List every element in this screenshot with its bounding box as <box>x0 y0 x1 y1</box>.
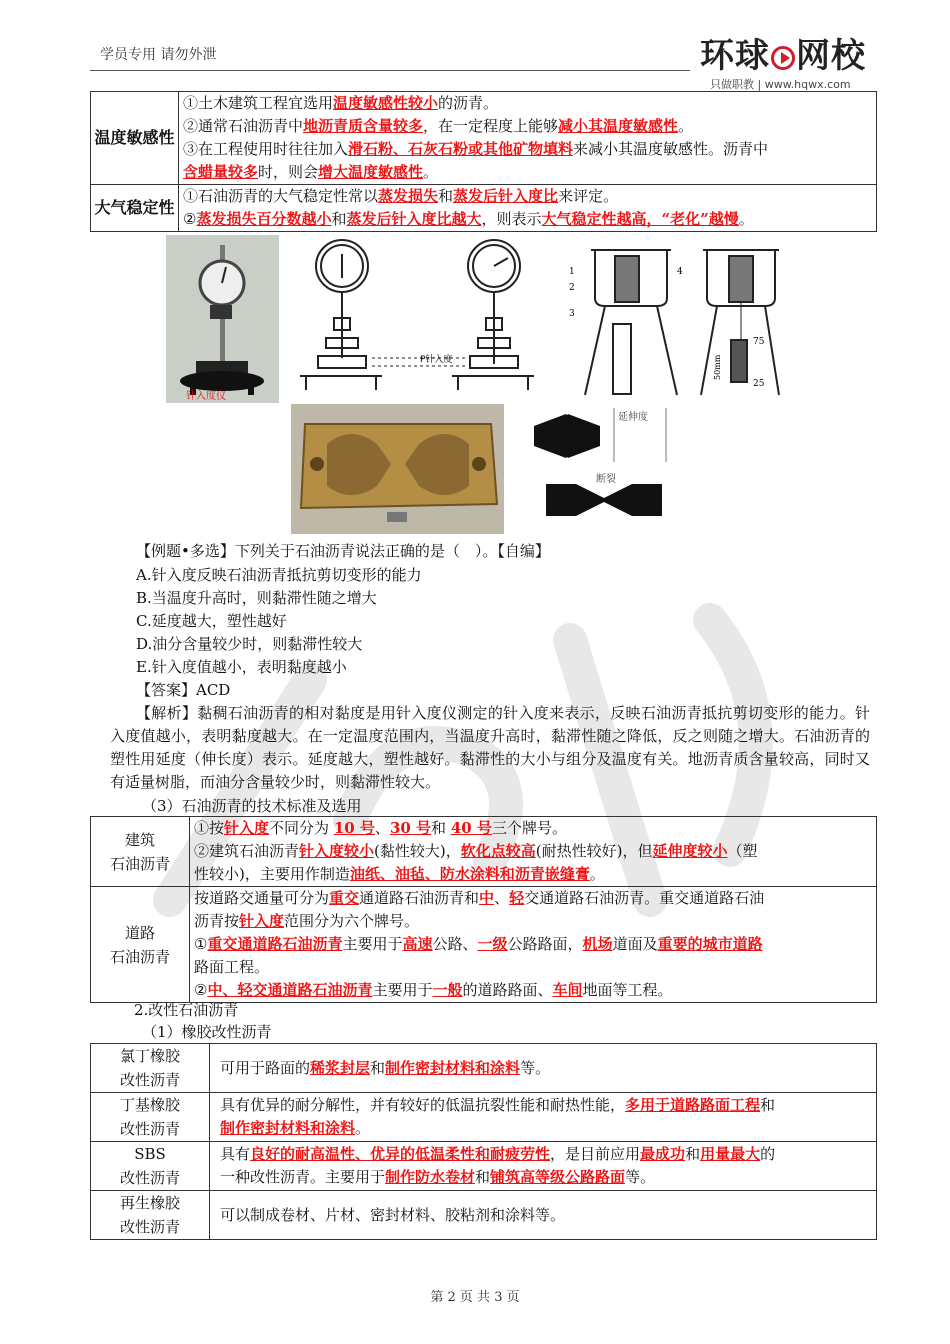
key-term: 轻 <box>509 889 525 907</box>
cell-line <box>194 933 872 956</box>
key-term: 制作密封材料和涂料 <box>220 1119 356 1137</box>
softening-apparatus-diagram <box>565 240 785 398</box>
cell-line <box>194 817 872 840</box>
text-segment: (黏性较大)， <box>374 842 461 860</box>
cell-line <box>183 161 872 184</box>
text-segment: 可以制成卷材、片材、密封材料、胶粘剂和涂料等。 <box>220 1205 566 1224</box>
key-term: 铺筑高等级公路路面 <box>490 1168 626 1186</box>
svg-text:1: 1 <box>569 267 575 277</box>
cell-line <box>220 1166 872 1189</box>
brand-logo <box>700 38 880 96</box>
row-label: 道路 石油沥青 <box>91 887 190 1003</box>
key-term: 30 号 <box>389 819 432 837</box>
key-term: 延伸度较小 <box>652 842 728 860</box>
p-label: P针入度 <box>420 355 453 365</box>
penetration-diagram <box>292 238 550 396</box>
text-segment: 和 <box>431 819 451 837</box>
option-d: D.油分含量较少时，则黏滞性较大 <box>136 635 363 653</box>
row-content <box>179 185 877 232</box>
key-term: 大气稳定性越高，“老化”越慢 <box>541 210 739 228</box>
standards-table <box>90 816 877 1003</box>
key-term: 用量最大 <box>700 1145 761 1163</box>
key-term: 制作防水卷材 <box>385 1168 476 1186</box>
text-segment: ② <box>194 981 208 999</box>
header-divider <box>90 70 690 71</box>
row-label: 氯丁橡胶 改性沥青 <box>91 1044 210 1093</box>
key-term: 软化点较高 <box>460 842 536 860</box>
key-term: 良好的耐高温性、优异的低温柔性和耐疲劳性 <box>250 1145 551 1163</box>
text-segment: 范围分为六个牌号。 <box>284 912 420 930</box>
svg-text:25: 25 <box>753 379 765 389</box>
key-term: 蒸发损失百分数越小 <box>196 210 332 228</box>
text-segment: 通道路石油沥青和 <box>359 889 480 907</box>
key-term: 蒸发后针入度比越大 <box>346 210 482 228</box>
key-term: 40 号 <box>450 819 492 837</box>
text-segment: 和 <box>475 1168 491 1186</box>
text-segment: 具有 <box>220 1145 251 1163</box>
option-c: C.延度越大，塑性越好 <box>136 612 287 630</box>
row-content <box>210 1044 877 1093</box>
text-segment: 按道路交通量可分为 <box>194 889 330 907</box>
text-segment: ①石油沥青的大气稳定性常以 <box>183 187 379 205</box>
text-segment: 沥青按 <box>194 912 240 930</box>
row-content <box>210 1142 877 1191</box>
section-subheading: （1）橡胶改性沥青 <box>142 1023 272 1041</box>
row-content <box>179 92 877 185</box>
text-segment: 三个牌号。 <box>491 819 567 837</box>
row-label: 再生橡胶 改性沥青 <box>91 1191 210 1240</box>
page-footer: 第 2 页 共 3 页 <box>430 1290 520 1305</box>
row-content <box>210 1093 877 1142</box>
key-term: 重交 <box>329 889 360 907</box>
key-term: 温度敏感性较小 <box>333 94 439 112</box>
text-segment: ① <box>194 935 208 953</box>
analysis: 【解析】黏稠石油沥青的相对黏度是用针入度仪测定的针入度来表示，反映石油沥青抵抗剪切变形的能力。针入度值越小，表明黏度越大。在一定温度范围内，当温度升高时，黏滞性随之降低，反之则随之增大。石油沥青的塑性用延度（伸长度）表示。延度越大，塑性越好。黏滞性的大小与组分及温度有关。地沥青质含量较高，同时又有适量树脂，而油分含量较少时，则黏滞性较大。 <box>110 704 870 791</box>
logo-tagline: 只做职教 | www.hqwx.com <box>710 78 851 91</box>
cell-line <box>183 92 872 115</box>
text-segment: 和 <box>331 210 347 228</box>
text-segment: 主要用于 <box>342 935 403 953</box>
text-segment: 和 <box>370 1058 386 1077</box>
row-label: 丁基橡胶 改性沥青 <box>91 1093 210 1142</box>
cell-line <box>183 208 872 231</box>
row-label: 大气稳定性 <box>91 185 179 232</box>
answer: 【答案】ACD <box>136 681 231 699</box>
cell-line <box>220 1204 872 1227</box>
key-term: 10 号 <box>333 819 375 837</box>
cell-line <box>183 185 872 208</box>
text-segment: 路面工程。 <box>194 958 270 976</box>
rubber-modified-table <box>90 1043 877 1240</box>
table-row <box>91 1093 877 1142</box>
text-segment: 、 <box>374 819 390 837</box>
key-term: 制作密封材料和涂料 <box>385 1058 521 1077</box>
text-segment: 和 <box>760 1096 776 1114</box>
header-notice: 学员专用 请勿外泄 <box>100 47 217 63</box>
text-segment: （塑 <box>727 842 758 860</box>
svg-text:3: 3 <box>569 309 575 319</box>
key-term: 含蜡量较多 <box>183 163 259 181</box>
text-segment: ①土木建筑工程宜选用 <box>183 94 334 112</box>
option-a: A.针入度反映石油沥青抵抗剪切变形的能力 <box>136 566 422 584</box>
play-icon <box>771 46 795 70</box>
row-label: SBS 改性沥青 <box>91 1142 210 1191</box>
table-row <box>91 1044 877 1093</box>
text-segment: ②建筑石油沥青 <box>194 842 300 860</box>
text-segment: 具有优异的耐分解性，并有较好的低温抗裂性能和耐热性能， <box>220 1096 626 1114</box>
text-segment: ②通常石油沥青中 <box>183 117 304 135</box>
cell-line <box>194 956 872 979</box>
text-segment: ，是目前应用 <box>550 1145 641 1163</box>
section-heading: （3）石油沥青的技术标准及选用 <box>142 797 362 815</box>
logo-text-a: 环球 <box>700 36 770 76</box>
cell-line <box>194 863 872 886</box>
row-content <box>190 817 877 887</box>
table-row <box>91 92 877 185</box>
text-segment: ，在一定程度上能够 <box>423 117 559 135</box>
cell-line <box>194 840 872 863</box>
key-term: 多用于道路路面工程 <box>625 1096 761 1114</box>
cell-line <box>194 979 872 1002</box>
text-segment: 一种改性沥青。主要用于 <box>220 1168 386 1186</box>
text-segment: 的 <box>760 1145 776 1163</box>
option-e: E.针入度值越小，表明黏度越小 <box>136 658 347 676</box>
svg-text:4: 4 <box>677 267 683 277</box>
text-segment: 的沥青。 <box>438 94 499 112</box>
key-term: 重交通道路石油沥青 <box>207 935 343 953</box>
key-term: 针入度 <box>224 819 270 837</box>
key-term: 稀浆封层 <box>310 1058 371 1077</box>
key-term: 一级 <box>477 935 508 953</box>
key-term: 针入度 <box>239 912 285 930</box>
photo-caption: 针入度仪 <box>186 391 226 402</box>
row-content <box>190 887 877 1003</box>
text-segment: ，则表示 <box>481 210 542 228</box>
section-heading: 2.改性石油沥青 <box>134 1001 239 1019</box>
text-segment: 道面及 <box>612 935 658 953</box>
text-segment: 和 <box>438 187 454 205</box>
text-segment: 公路路面， <box>507 935 583 953</box>
text-segment: (耐热性较好)，但 <box>535 842 653 860</box>
row-label: 建筑 石油沥青 <box>91 817 190 887</box>
key-term: 中、轻交通道路石油沥青 <box>207 981 373 999</box>
ductility-specimen-diagram <box>526 402 686 530</box>
cell-line <box>194 910 872 933</box>
key-term: 机场 <box>582 935 613 953</box>
text-segment: 交通道路石油沥青。重交通道路石油 <box>524 889 765 907</box>
text-segment: 的道路路面、 <box>462 981 553 999</box>
key-term: 减小其温度敏感性 <box>558 117 679 135</box>
svg-text:50mm: 50mm <box>713 354 722 380</box>
text-segment: 主要用于 <box>372 981 433 999</box>
key-term: 高速 <box>402 935 433 953</box>
key-term: 重要的城市道路 <box>657 935 763 953</box>
key-term: 滑石粉、石灰石粉或其他矿物填料 <box>348 140 574 158</box>
text-segment: 来减小其温度敏感性。沥青中 <box>573 140 769 158</box>
text-segment: 。 <box>678 117 694 135</box>
text-segment: 不同分为 <box>269 819 334 837</box>
key-term: 油纸、油毡、防水涂料和沥青嵌缝膏 <box>349 865 590 883</box>
text-segment: ② <box>183 210 197 228</box>
text-segment: 性较小)，主要用作制造 <box>194 865 350 883</box>
cell-line <box>220 1057 872 1080</box>
text-segment: 。 <box>355 1119 371 1137</box>
text-segment: 等。 <box>520 1058 551 1077</box>
logo-text-b: 网校 <box>796 36 866 76</box>
key-term: 蒸发损失 <box>378 187 439 205</box>
svg-text:75: 75 <box>753 337 765 347</box>
text-segment: ①按 <box>194 819 225 837</box>
svg-text:2: 2 <box>569 283 575 293</box>
table-row <box>91 887 877 1003</box>
table-row <box>91 1142 877 1191</box>
asphalt-property-table <box>90 91 877 232</box>
key-term: 针入度较小 <box>299 842 375 860</box>
cell-line <box>220 1094 872 1117</box>
cell-line <box>220 1143 872 1166</box>
text-segment: 来评定。 <box>558 187 619 205</box>
text-segment: 地面等工程。 <box>582 981 673 999</box>
table-row <box>91 817 877 887</box>
row-content <box>210 1191 877 1240</box>
cell-line <box>183 138 872 161</box>
key-term: 车间 <box>552 981 583 999</box>
key-term: 地沥青质含量较多 <box>303 117 424 135</box>
option-b: B.当温度升高时，则黏滞性随之增大 <box>136 589 377 607</box>
ductility-mold-photo <box>291 404 504 534</box>
text-segment: ③在工程使用时往往加入 <box>183 140 349 158</box>
cell-line <box>194 887 872 910</box>
ext-label: 延伸度 <box>618 412 648 423</box>
key-term: 蒸发后针入度比 <box>453 187 559 205</box>
cell-line <box>183 115 872 138</box>
text-segment: 、 <box>494 889 510 907</box>
text-segment: 。 <box>589 865 605 883</box>
key-term: 一般 <box>432 981 463 999</box>
row-label: 温度敏感性 <box>91 92 179 185</box>
text-segment: 时，则会 <box>258 163 319 181</box>
text-segment: 。 <box>423 163 439 181</box>
key-term: 增大温度敏感性 <box>318 163 424 181</box>
table-row <box>91 185 877 232</box>
cell-line <box>220 1117 872 1140</box>
table-row <box>91 1191 877 1240</box>
key-term: 中 <box>479 889 495 907</box>
text-segment: 等。 <box>625 1168 656 1186</box>
penetrometer-photo <box>166 235 279 403</box>
text-segment: 。 <box>738 210 754 228</box>
key-term: 最成功 <box>640 1145 686 1163</box>
text-segment: 和 <box>685 1145 701 1163</box>
break-label: 断裂 <box>596 474 616 485</box>
text-segment: 公路、 <box>432 935 478 953</box>
text-segment: 可用于路面的 <box>220 1058 311 1077</box>
question-stem: 【例题•多选】下列关于石油沥青说法正确的是（ ）。【自编】 <box>136 542 550 560</box>
